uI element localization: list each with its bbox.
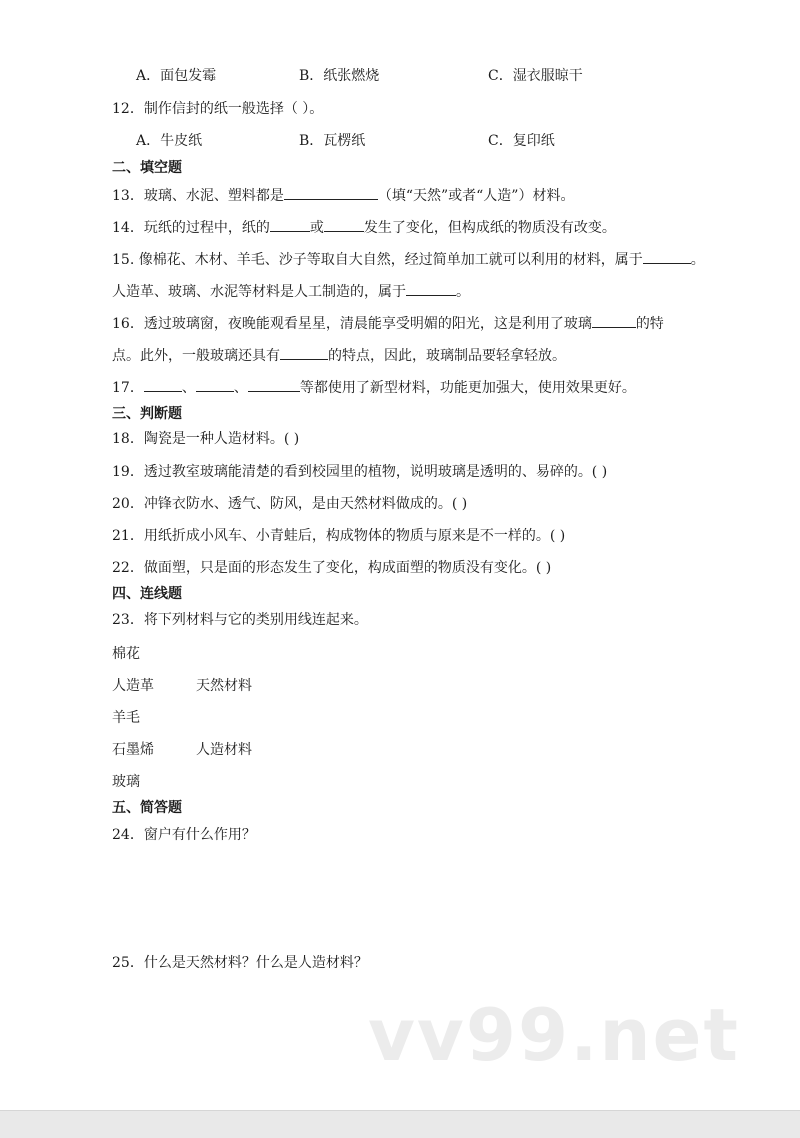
q12-option-a: A．牛皮纸	[136, 133, 203, 149]
q20: 20．冲锋衣防水、透气、防风，是由天然材料做成的。( )	[112, 496, 468, 512]
q16-line1-prefix: 16．透过玻璃窗，夜晚能观看星星，清晨能享受明媚的阳光，这是利用了玻璃	[112, 316, 592, 332]
q14-text-part3: 发生了变化，但构成纸的物质没有改变。	[363, 220, 616, 236]
q17-number: 17．	[112, 380, 144, 396]
q17	[112, 377, 636, 398]
q14	[112, 217, 616, 238]
q23: 23．将下列材料与它的类别用线连起来。	[112, 612, 368, 628]
match-item-graphene[interactable]: 石墨烯	[112, 742, 154, 758]
match-item-artificial-leather[interactable]: 人造革	[112, 678, 154, 694]
q16-line1-suffix: 的特	[635, 316, 664, 332]
q15-line2-prefix: 人造革、玻璃、水泥等材料是人工制造的，属于	[112, 284, 406, 300]
section-heading-fill-in: 二、填空题	[112, 160, 182, 176]
q22: 22．做面塑，只是面的形态发生了变化，构成面塑的物质没有变化。( )	[112, 560, 552, 576]
q15-line2-suffix: 。	[456, 284, 470, 300]
q17-text-suffix: 等都使用了新型材料，功能更加强大，使用效果更好。	[299, 380, 636, 396]
q17-blank-3[interactable]	[248, 377, 300, 392]
section-heading-matching: 四、连线题	[112, 586, 182, 602]
q16-line2-prefix: 点。此外，一般玻璃还具有	[112, 348, 280, 364]
match-category-natural[interactable]: 天然材料	[196, 678, 252, 694]
q15-line1-prefix: 15. 像棉花、木材、羊毛、沙子等取自大自然，经过简单加工就可以利用的材料，属于	[112, 252, 643, 268]
section-heading-short-answer: 五、简答题	[112, 800, 182, 816]
q11-option-c: C．湿衣服晾干	[488, 68, 583, 84]
q17-sep-2: 、	[233, 380, 248, 396]
q15-line-1	[112, 249, 705, 270]
q15-blank-2[interactable]	[406, 281, 456, 296]
match-item-glass[interactable]: 玻璃	[112, 774, 140, 790]
q13-text-prefix: 13．玻璃、水泥、塑料都是	[112, 188, 284, 204]
q14-text-part1: 14．玩纸的过程中，纸的	[112, 220, 270, 236]
q11-option-b: B．纸张燃烧	[299, 68, 380, 84]
q12-option-b: B．瓦楞纸	[299, 133, 366, 149]
q24: 24．窗户有什么作用？	[112, 827, 256, 843]
q15-blank-1[interactable]	[643, 249, 691, 264]
match-category-man-made[interactable]: 人造材料	[196, 742, 252, 758]
q14-blank-1[interactable]	[270, 217, 310, 232]
q12-question: 12．制作信封的纸一般选择（ ）。	[112, 101, 324, 117]
q17-blank-2[interactable]	[196, 377, 234, 392]
q14-blank-2[interactable]	[324, 217, 364, 232]
q16-line-2	[112, 345, 566, 366]
q13-blank[interactable]	[284, 185, 378, 200]
watermark-text: vv99.net	[368, 993, 740, 1077]
q15-line-2	[112, 281, 470, 302]
match-item-wool[interactable]: 羊毛	[112, 710, 140, 726]
q12-option-c: C．复印纸	[488, 133, 555, 149]
q16-line-1	[112, 313, 664, 334]
q15-line1-suffix: 。	[690, 252, 705, 268]
q16-line2-suffix: 的特点，因此，玻璃制品要轻拿轻放。	[328, 348, 566, 364]
match-item-cotton[interactable]: 棉花	[112, 646, 140, 662]
q16-blank-2[interactable]	[280, 345, 328, 360]
q25: 25．什么是天然材料？什么是人造材料？	[112, 955, 368, 971]
q19: 19．透过教室玻璃能清楚的看到校园里的植物，说明玻璃是透明的、易碎的。( )	[112, 464, 608, 480]
q17-sep-1: 、	[181, 380, 196, 396]
q14-text-part2: 或	[309, 220, 324, 236]
q11-option-a: A．面包发霉	[136, 68, 217, 84]
section-heading-true-false: 三、判断题	[112, 406, 182, 422]
q13	[112, 185, 574, 206]
viewer-bottom-bar	[0, 1110, 800, 1138]
q13-text-suffix: （填“天然”或者“人造”）材料。	[377, 188, 575, 204]
q18: 18．陶瓷是一种人造材料。( )	[112, 431, 300, 447]
q21: 21．用纸折成小风车、小青蛙后，构成物体的物质与原来是不一样的。( )	[112, 528, 566, 544]
q16-blank-1[interactable]	[592, 313, 636, 328]
q17-blank-1[interactable]	[144, 377, 182, 392]
